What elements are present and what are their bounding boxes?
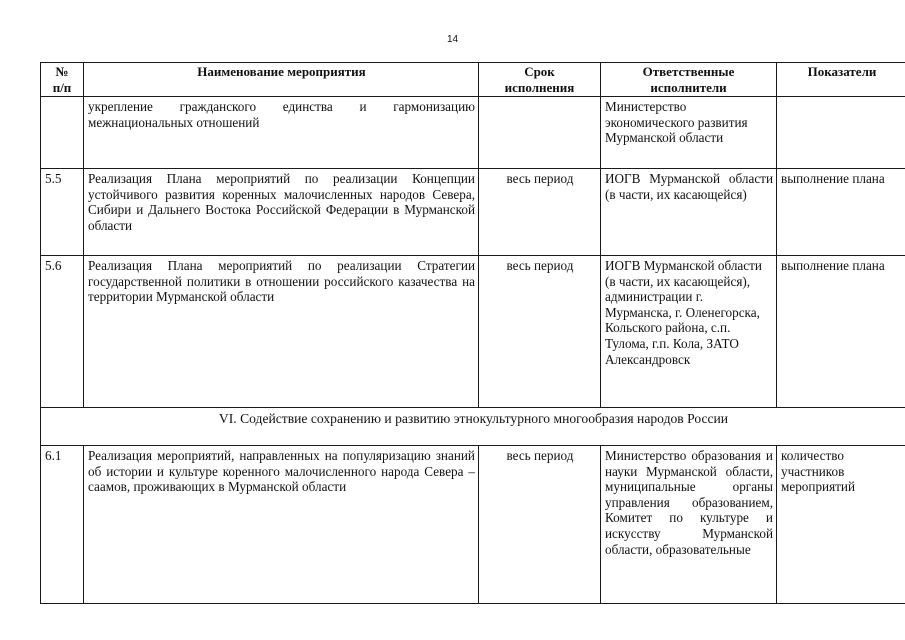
section-title: VI. Содействие сохранению и развитию этнокультурного многообразия народов России: [41, 408, 905, 446]
row-name: Реализация Плана мероприятий по реализации Концепции устойчивого развития коренных малочисленных народов Севера, Сибири и Дальнего Востока Российской Федерации в Мурманской области: [84, 169, 479, 256]
row-executors: Министерство образования и науки Мурманской области, муниципальные органы управления образованием, Комитет по культуре и искусству Мурманской области, образовательные: [601, 446, 777, 604]
table-row: [41, 446, 905, 604]
header-name: Наименование мероприятия: [84, 63, 479, 97]
row-executors: ИОГВ Мурманской области (в части, их касающейся): [601, 169, 777, 256]
header-indicators: Показатели: [777, 63, 905, 97]
table-header-row: [41, 63, 905, 97]
row-term: весь период: [479, 446, 601, 604]
row-executors: Министерство экономического развития Мурманской области: [601, 97, 777, 169]
row-name: укрепление гражданского единства и гармонизацию межнациональных отношений: [84, 97, 479, 169]
row-indicators: количество участников мероприятий: [777, 446, 905, 604]
row-num: [41, 97, 84, 169]
row-term: [479, 97, 601, 169]
section-row: [41, 408, 905, 446]
events-table: [40, 62, 905, 604]
row-indicators: выполнение плана: [777, 256, 905, 408]
row-term: весь период: [479, 169, 601, 256]
row-num: 5.5: [41, 169, 84, 256]
header-term: Срок исполнения: [479, 63, 601, 97]
row-num: 5.6: [41, 256, 84, 408]
table-row: [41, 97, 905, 169]
table-row: [41, 169, 905, 256]
row-num: 6.1: [41, 446, 84, 604]
table-row: [41, 256, 905, 408]
row-name: Реализация Плана мероприятий по реализации Стратегии государственной политики в отношении российского казачества на территории Мурманской области: [84, 256, 479, 408]
row-name: Реализация мероприятий, направленных на популяризацию знаний об истории и культуре коренного малочисленного народа Севера – саамов, проживающих в Мурманской области: [84, 446, 479, 604]
header-num: № п/п: [41, 63, 84, 97]
row-indicators: [777, 97, 905, 169]
header-executors: Ответственные исполнители: [601, 63, 777, 97]
row-executors: ИОГВ Мурманской области (в части, их касающейся), администрации г. Мурманска, г. Оленегорска, Кольского района, с.п. Тулома, г.п. Кола, ЗАТО Александровск: [601, 256, 777, 408]
row-indicators: выполнение плана: [777, 169, 905, 256]
row-term: весь период: [479, 256, 601, 408]
page-number: 14: [446, 34, 459, 45]
